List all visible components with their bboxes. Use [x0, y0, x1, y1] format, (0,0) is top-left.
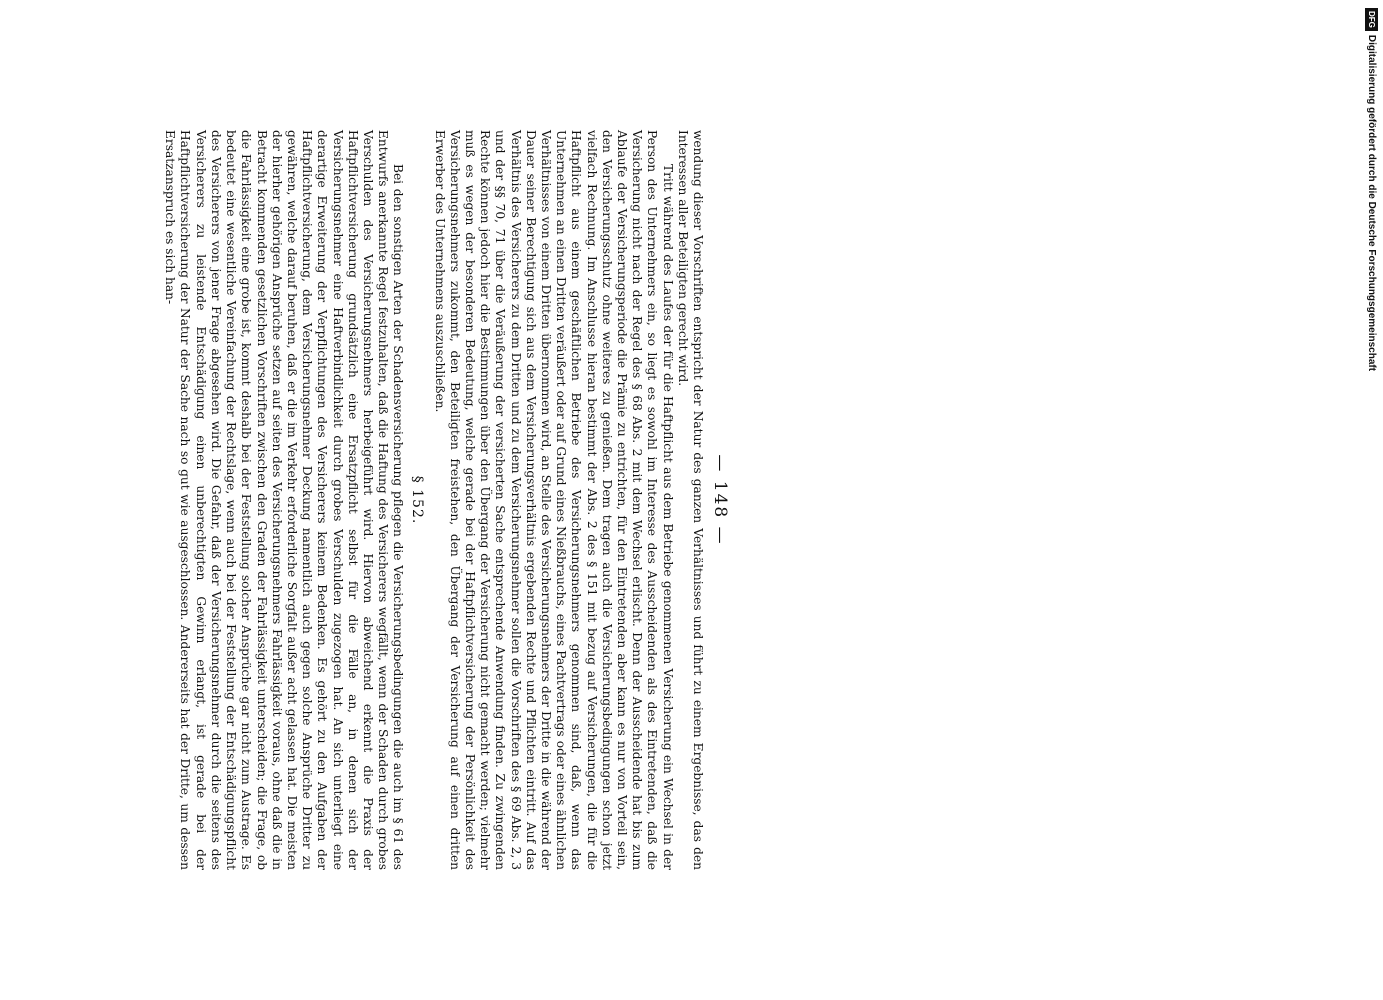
- paragraph-unternehmerwechsel: Tritt während des Laufes der für die Haftpflicht aus dem Betriebe genommenen Versicherung ein Wechsel in der Person des Unternehmers ein, so liegt es sowohl im Interesse des Ausscheidenden als des Eintretenden, daß die Versicherung nicht nach der Regel des § 68 Abs. 2 mit dem Wechsel erlischt. Denn der Ausscheidende hat bis zum Ablaufe der Versicherungsperiode die Prämie zu entrichten, für den Eintretenden aber kann es nur von Vorteil sein, den Versicherungsschutz ohne weiteres zu genießen. Dem tragen auch die Versicherungsbedingungen schon jetzt vielfach Rechnung. Im Anschlusse hieran bestimmt der Abs. 2 des § 151 mit bezug auf Versicherungen, die für die Haftpflicht aus einem geschäftlichen Betriebe des Versicherungsnehmers genommen sind, daß, wenn das Unternehmen an einen Dritten veräußert oder auf Grund eines Nießbrauchs, eines Pachtvertrags oder eines ähnlichen Verhältnisses von einem Dritten übernommen wird, an Stelle des Versicherungsnehmers der Dritte in die während der Dauer seiner Berechtigung sich aus dem Versicherungsverhältnis ergebenden Rechte und Pflichten eintritt. Auf das Verhältnis des Versicherers zu dem Dritten und zu dem Versicherungsnehmer sollen die Vorschriften des § 69 Abs. 2, 3 und der §§ 70, 71 über die Veräußerung der versicherten Sache entsprechende Anwendung finden. Zu zwingenden Rechte können jedoch hier die Bestimmungen über den Übergang der Versicherung nicht gemacht werden; vielmehr muß es wegen der besonderen Bedeutung, welche gerade bei der Haftpflichtversicherung der Persönlichkeit des Versicherungsnehmers zukommt, den Beteiligten freistehen, den Übergang der Versicherung auf einen dritten Erwerber des Unternehmens auszuschließen.: [432, 130, 675, 870]
- digitization-credit: [1362, 8, 1380, 768]
- section-title: § 152.: [409, 475, 426, 525]
- paragraph-continuation: wendung dieser Vorschriften entspricht der Natur des ganzen Verhältnisses und führt zu einem Ergebnisse, das den Interessen aller Beteiligten gerecht wird.: [675, 130, 705, 870]
- rotated-page-body: [95, 130, 735, 870]
- dfg-logo-badge: DFG: [1365, 8, 1378, 31]
- page-number-header: — 148 —: [710, 454, 730, 546]
- digitization-credit-text: Digitalisierung gefördert durch die Deutsche Forschungsgemeinschaft: [1366, 34, 1377, 372]
- paragraph-section-152: Bei den sonstigen Arten der Schadensversicherung pflegen die Versicherungsbedingungen die auch im § 61 des Entwurfs anerkannte Regel festzuhalten, daß die Haftung des Versicherers wegfällt, wenn der Schaden durch grobes Verschulden des Versicherungsnehmers herbeigeführt wird. Hiervon abweichend erkennt die Praxis der Haftpflichtversicherung grundsätzlich eine Ersatzpflicht selbst für die Fälle an, in denen sich der Versicherungsnehmer eine Haftverbindlichkeit durch grobes Verschulden zugezogen hat. An sich unterliegt eine derartige Erweiterung der Verpflichtungen des Versicherers keinem Bedenken. Es gehört zu den Aufgaben der Haftpflichtversicherung, dem Versicherungsnehmer Deckung namentlich auch gegen solche Ansprüche Dritter zu gewähren, welche darauf beruhen, daß er die im Verkehr erforderliche Sorgfalt außer acht gelassen hat. Die meisten der hierher gehörigen Ansprüche setzen auf seiten des Versicherungsnehmers Fahrlässigkeit voraus, ohne daß die in Betracht kommenden gesetzlichen Vorschriften zwischen den Graden der Fahrlässigkeit unterscheiden; die Frage, ob die Fahrlässigkeit eine grobe ist, kommt deshalb bei der Feststellung solcher Ansprüche gar nicht zum Austrage. Es bedeutet eine wesentliche Vereinfachung der Rechtslage, wenn auch bei der Feststellung der Entschädigungspflicht des Versicherers von jener Frage abgesehen wird. Die Gefahr, daß der Versicherungsnehmer durch die seitens des Versicherers zu leistende Entschädigung einen unberechtigten Gewinn erlangt, ist gerade bei der Haftpflichtversicherung der Natur der Sache nach so gut wie ausgeschlossen. Andererseits hat der Dritte, um dessen Ersatzanspruch es sich han-: [163, 130, 406, 870]
